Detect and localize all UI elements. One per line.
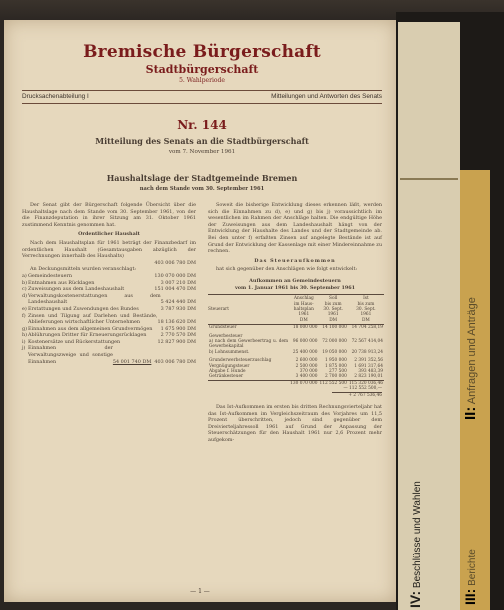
funding-item	[22, 306, 196, 313]
funding-item-value: 2 770 570 DM	[160, 332, 196, 339]
subheader-right: Mitteilungen und Antworten des Senats	[271, 93, 382, 100]
table-cell: Gewerbesteuer	[209, 333, 243, 339]
th-line: bis zum	[357, 301, 375, 307]
th-line: DM	[361, 317, 370, 323]
tab-anfragen[interactable]	[462, 297, 479, 420]
table-cell: 96 000 000	[292, 338, 318, 344]
funding-item-label: Gemeindesteuern	[28, 272, 72, 279]
funding-item-key: c)	[22, 286, 27, 293]
th-line: 1961	[327, 312, 339, 318]
funding-item-key: e)	[22, 305, 27, 312]
funding-item-value: 18 136 620 DM	[157, 319, 196, 326]
funding-item-value: 5 424 440 DM	[160, 299, 196, 306]
header-rule-bottom	[22, 103, 382, 104]
table-cell: a) nach dem Gewerbeertrag u. dem Gewerbekapital	[209, 338, 289, 350]
right-intro: Soweit die bisherige Entwicklung dieses erkennen läßt, werden sich die Einnahmen zu d), e) und g) bis j) voraussichtlich im wesentlichen im Rahmen der Anschläge halten. Die endgültige Höhe der Zuweisungen aus dem Landeshaushalt hängt von der Entwicklung der Haushalte des Landes und der Stadtgemeinde ab. Bei den unter f) erfaßten Zinsen auf angelegte Bestände ist auf Grund der Entwicklung der Kassenlage mit einer Mindereinnahme zu rechnen.	[208, 202, 382, 255]
left-intro: Der Senat gibt der Bürgerschaft folgende Übersicht über die Haushaltslage nach dem Stande vom 30. September 1961, von der die Finanzdeputation in ihrer Sitzung am 31. Oktober 1961 zustimmend Kenntnis genommen hat.	[22, 202, 196, 228]
funding-item	[22, 326, 196, 333]
left-column	[22, 202, 196, 444]
tab-anfragen-label: Anfragen und Anträge	[466, 297, 478, 405]
header-rule-top	[22, 90, 382, 91]
funding-item	[22, 345, 196, 365]
funding-item-value: 130 070 000 DM	[154, 272, 196, 279]
right-column	[208, 202, 382, 444]
th-line: Soll	[329, 296, 338, 302]
sum-line-2: + 2 767 536,46	[332, 392, 382, 398]
tab-divider-line	[400, 178, 458, 180]
table-cell: 25 400 000	[292, 349, 318, 355]
th-line: bis zum	[324, 301, 342, 307]
table-row	[208, 325, 384, 334]
funding-item-label: Zuweisungen aus dem Landeshaushalt	[28, 286, 125, 293]
left-p2-value: 403 006 780 DM	[154, 259, 196, 266]
tab-beschluesse[interactable]	[407, 481, 423, 608]
funding-item	[22, 339, 196, 346]
doc-stand: nach dem Stande vom 30. September 1961	[139, 186, 265, 192]
tab-anfragen-number: II:	[462, 406, 479, 420]
subheader-left: Drucksachenabteilung I	[22, 93, 89, 100]
left-p2	[22, 240, 196, 266]
table-row	[208, 339, 384, 350]
left-p2-text: Nach dem Haushaltsplan für 1961 beträgt der Finanzbedarf im ordentlichen Haushalt (Gesamtausgaben abzüglich der Verrechnungen innerhalb des Haushalts)	[22, 239, 196, 260]
left-p3: An Deckungsmitteln wurden veranschlagt:	[30, 266, 137, 273]
table-row	[208, 374, 384, 380]
th-line: 1961	[298, 312, 310, 318]
funding-item-key: i)	[22, 338, 26, 345]
funding-item-value: 151 004 470 DM	[154, 286, 196, 293]
funding-item-value: 3 007 210 DM	[160, 279, 196, 286]
funding-item-value: 12 827 900 DM	[157, 338, 196, 345]
table-cell: 130 070 000	[290, 380, 318, 386]
table-row	[208, 358, 384, 363]
tax-table	[208, 294, 384, 386]
funding-item-key: f)	[22, 312, 26, 319]
table-cell: 72 000 000	[322, 338, 347, 344]
funding-item	[22, 280, 196, 287]
page-number: — 1 —	[190, 588, 210, 595]
table-cell: 1 691 317,64	[354, 363, 383, 369]
table-cell: 1 875 000	[324, 363, 347, 369]
left-subhead: Ordentlicher Haushalt	[78, 231, 140, 238]
funding-item-key: g)	[22, 325, 28, 332]
funding-item	[22, 313, 196, 326]
two-column-body	[22, 202, 382, 444]
tax-table-body	[208, 325, 384, 387]
table-cell: b) Lohnsummenst.	[209, 349, 250, 355]
doc-number: Nr. 144	[177, 118, 227, 132]
th-line: im Haus-	[294, 301, 314, 307]
th-line: haltsplan	[293, 306, 314, 312]
table-cell: 18 000 000	[292, 325, 318, 331]
th-ist	[348, 295, 384, 325]
th-line: 30. Sept.	[356, 306, 376, 312]
table-cell: Getränkesteuer	[208, 374, 289, 380]
tax-table-header	[208, 295, 384, 325]
tab-berichte-number: III:	[462, 588, 478, 605]
th-line: Ist	[363, 296, 369, 302]
right-closing: Das Ist-Aufkommen im ersten bis dritten Rechnungsvierteljahr hat das Ist-Aufkommen im Vergleichszeitraum des Vorjahres um 11,5 Prozent überschritten, jedoch sind gegenüber dem Dreivierteljahressoll 1961 auf Grund der Anpassung der Steuerschätzungen für den Haushalt 1961 nur 2,6 Prozent mehr aufgekom-	[208, 404, 382, 443]
table-cell: Grunderwerbsteuerzuschlag	[209, 358, 272, 364]
table-cell: 14 100 000	[322, 325, 347, 331]
tab-berichte-label: Berichte	[467, 549, 478, 586]
tab-beschluesse-label: Beschlüsse und Wahlen	[412, 481, 423, 589]
table-cell: 2 391 352,56	[354, 358, 383, 364]
funding-item-key: j)	[22, 345, 26, 352]
funding-item	[22, 286, 196, 293]
right-p2: hat sich gegenüber den Anschlägen wie folgt entwickelt:	[216, 266, 358, 273]
body-title: Stadtbürgerschaft	[145, 63, 259, 76]
funding-item-value: 3 787 930 DM	[160, 305, 196, 312]
th-soll	[318, 295, 347, 325]
table-row	[208, 350, 384, 358]
doc-heading: Haushaltslage der Stadtgemeinde Bremen	[106, 173, 298, 183]
th-anschlag	[289, 295, 318, 325]
table-title-1: Aufkommen an Gemeindesteuern	[249, 277, 341, 284]
funding-item-label: Kostenersätze und Rückerstattungen	[28, 338, 121, 345]
table-cell: 2 823 190,01	[348, 374, 384, 380]
funding-item-label: Erstattungen und Zuwendungen des Bundes	[28, 305, 139, 312]
document-content	[22, 40, 382, 444]
table-cell: 370 000	[299, 369, 318, 374]
funding-list	[22, 273, 196, 365]
org-title: Bremische Bürgerschaft	[83, 42, 321, 62]
tab-beschluesse-number: IV:	[407, 590, 423, 608]
funding-total: 403 006 780 DM	[154, 358, 196, 365]
tab-berichte[interactable]	[462, 549, 478, 605]
table-cell: 393 483,39	[358, 369, 383, 374]
funding-item-key: b)	[22, 279, 28, 286]
doc-title: Mitteilung des Senats an die Stadtbürgerschaft	[95, 136, 309, 146]
funding-item-key: a)	[22, 272, 27, 279]
funding-item-key: d)	[22, 292, 28, 299]
table-cell: 3 400 000	[289, 374, 318, 380]
funding-item-label: Ablührungen Dritter für Erneuerungsrücklagen	[28, 332, 147, 339]
th-line: DM	[299, 317, 308, 323]
funding-item	[22, 273, 196, 280]
funding-item-label: Entnahmen aus Rücklagen	[28, 279, 95, 286]
th-line: 30. Sept.	[323, 306, 343, 312]
funding-item-value: 1 675 900 DM	[160, 325, 196, 332]
table-cell: 2 500 000	[295, 363, 318, 369]
right-subhead: Das Steueraufkommen	[254, 257, 336, 264]
th-line: 1961	[360, 312, 372, 318]
table-cell: 72 567 414,04	[351, 338, 383, 344]
th-line: Anschlag	[293, 296, 314, 302]
funding-item-key: h)	[22, 332, 28, 339]
th-line: DM	[329, 317, 338, 323]
table-cell: 19 050 000	[322, 349, 347, 355]
table-cell: 1 950 000	[324, 358, 347, 364]
funding-item-label: Zinsen und Tilgung auf Darlehen und Bestände, Ablieferungen wirtschaftlicher Unternehmen	[28, 312, 158, 326]
funding-item-label: Einnahmen der Verwaltungszweige und sonstige Einnahmen	[28, 345, 113, 365]
table-cell: 2 700 000	[318, 374, 347, 380]
funding-item-label: Verwaltungskostenerstattungen aus dem Landeshaushalt	[28, 292, 161, 306]
funding-item	[22, 332, 196, 339]
doc-date: vom 7. November 1961	[168, 149, 236, 155]
table-cell: 112 552 500	[319, 380, 347, 386]
table-cell: Grundsteuer	[209, 325, 237, 331]
table-cell: 277 500	[329, 369, 347, 374]
table-cell: Vergnügungsteuer	[209, 363, 250, 369]
th-steuerart: Steuerart	[208, 295, 289, 325]
sum-line-1: — 112 552 500,—	[343, 386, 382, 392]
table-cell: 14 704 258,19	[351, 325, 383, 331]
table-title-2: vom 1. Januar 1961 bis 30. September 1961	[234, 284, 356, 291]
subheader-row	[22, 93, 382, 100]
table-cell: Abgabe f. Hunde	[209, 369, 246, 374]
funding-item-label: Einnahmen aus dem allgemeinen Grundvermögen	[28, 325, 153, 332]
period-label: 5. Wahlperiode	[179, 77, 225, 84]
table-cell: 115 320 036,46	[348, 380, 383, 386]
table-cell: 2 600 000	[295, 358, 318, 364]
funding-item	[22, 293, 196, 306]
funding-item-value: 54 001 740 DM	[112, 358, 152, 365]
table-cell: 20 738 913,24	[351, 349, 383, 355]
